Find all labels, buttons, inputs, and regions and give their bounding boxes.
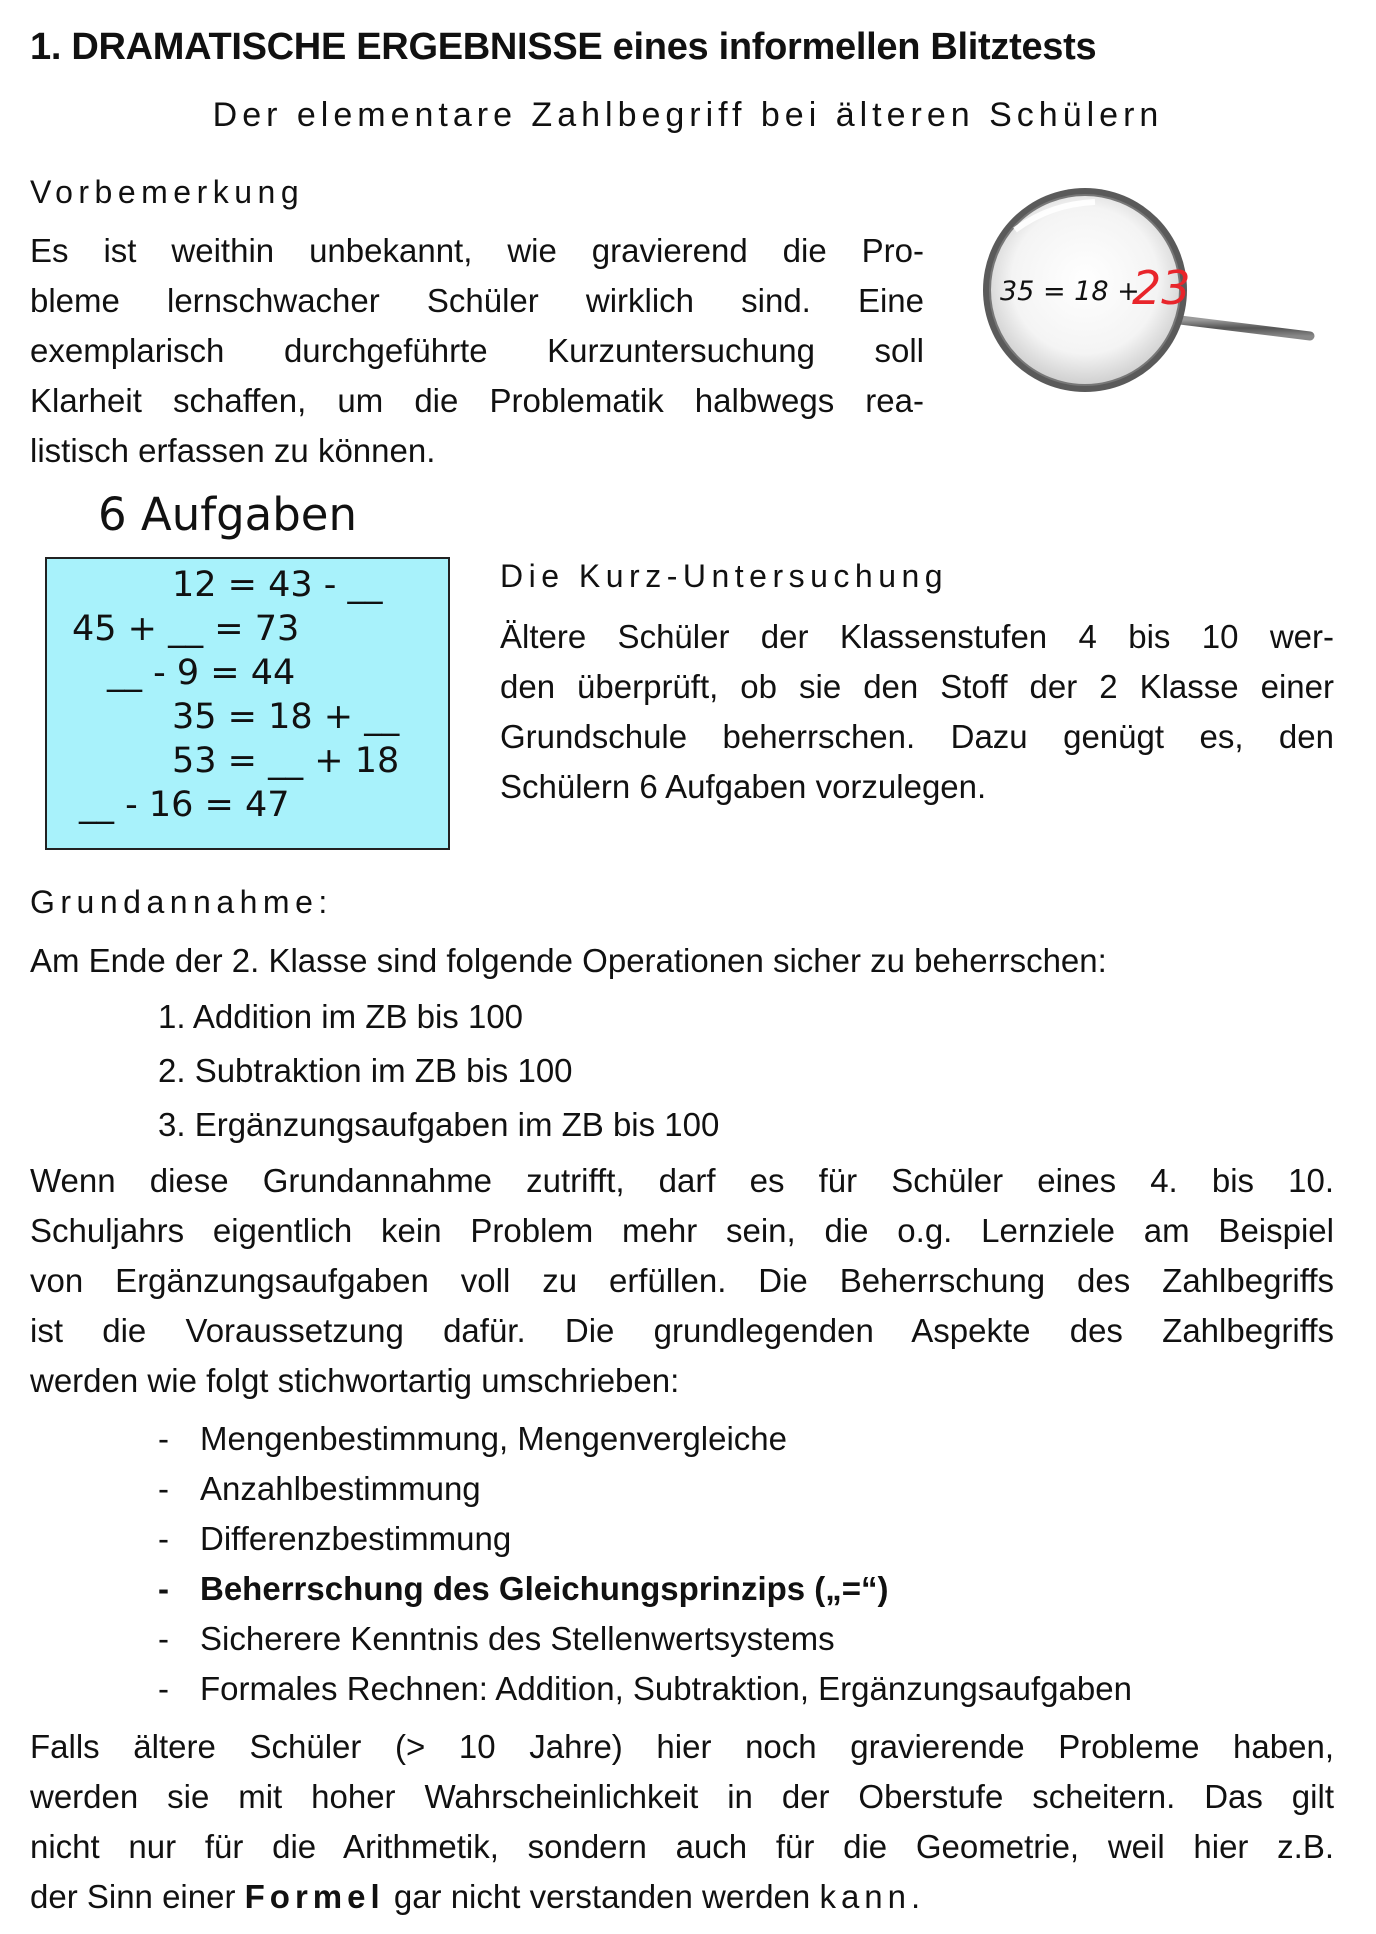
schluss-paragraph xyxy=(30,1722,1334,1922)
magnifier-handle xyxy=(1180,320,1310,336)
grundannahme-paragraph xyxy=(30,1156,1334,1406)
paragraph-line: Grundschule beherrschen. Dazu genügt es, den xyxy=(500,718,1334,755)
list-item-text: Beherrschung des Gleichungsprinzips („=“) xyxy=(200,1570,889,1607)
aufgabe-4: 35 = 18 + __ xyxy=(172,697,400,737)
paragraph-line: werden wie folgt stichwortartig umschrieben: xyxy=(30,1362,680,1399)
emphasis-formel: Formel xyxy=(244,1878,385,1915)
paragraph-line: Schuljahrs eigentlich kein Problem mehr sein, die o.g. Lernziele am Beispiel xyxy=(30,1212,1334,1249)
paragraph-line: Schülern 6 Aufgaben vorzulegen. xyxy=(500,768,987,805)
list-item-text: Differenzbestimmung xyxy=(200,1520,512,1557)
page-subtitle: Der elementare Zahlbegriff bei älteren Schülern xyxy=(212,96,1164,134)
list-item xyxy=(158,1414,1132,1464)
list-item: 3. Ergänzungsaufgaben im ZB bis 100 xyxy=(158,1106,720,1143)
paragraph-line: Es ist weithin unbekannt, wie gravierend die Pro- xyxy=(30,232,924,269)
aufgabe-2: 45 + __ = 73 xyxy=(72,609,300,649)
text-span: gar nicht verstanden werden xyxy=(384,1878,820,1915)
dash: - xyxy=(158,1520,169,1557)
dash: - xyxy=(158,1620,169,1657)
list-item-text: Sicherere Kenntnis des Stellenwertsystems xyxy=(200,1620,835,1657)
emphasis-kann: kann xyxy=(819,1878,911,1915)
paragraph-line: von Ergänzungsaufgaben voll zu erfüllen. Die Beherrschung des Zahlbegriffs xyxy=(30,1262,1334,1299)
paragraph-line: bleme lernschwacher Schüler wirklich sind. Eine xyxy=(30,282,924,319)
list-item xyxy=(158,1664,1132,1714)
list-item-text: Formales Rechnen: Addition, Subtraktion, Ergänzungsaufgaben xyxy=(200,1670,1132,1707)
vorbemerkung-paragraph xyxy=(30,226,924,476)
aufgabe-3: __ - 9 = 44 xyxy=(107,653,296,693)
kurz-heading: Die Kurz-Untersuchung xyxy=(500,558,949,594)
vorbemerkung-heading: Vorbemerkung xyxy=(30,174,305,210)
magnifier-illustration xyxy=(960,168,1320,428)
aufgabe-6: __ - 16 = 47 xyxy=(79,785,290,825)
page-title: 1. DRAMATISCHE ERGEBNISSE eines informellen Blitztests xyxy=(30,26,1097,68)
grundannahme-intro: Am Ende der 2. Klasse sind folgende Operationen sicher zu beherrschen: xyxy=(30,942,1107,979)
list-item-text: Mengenbestimmung, Mengenvergleiche xyxy=(200,1420,788,1457)
operations-list xyxy=(158,990,719,1152)
text-span: . xyxy=(911,1878,921,1915)
aufgabe-1: 12 = 43 - __ xyxy=(172,565,383,605)
paragraph-line: exemplarisch durchgeführte Kurzuntersuchung soll xyxy=(30,332,924,369)
dash: - xyxy=(158,1420,169,1457)
paragraph-line: den überprüft, ob sie den Stoff der 2 Klasse einer xyxy=(500,668,1334,705)
list-item xyxy=(158,1464,1132,1514)
aufgaben-title: 6 Aufgaben xyxy=(98,488,357,541)
dash: - xyxy=(158,1570,169,1607)
text-span: der Sinn einer xyxy=(30,1878,245,1915)
list-item: 1. Addition im ZB bis 100 xyxy=(158,998,524,1035)
grundannahme-heading: Grundannahme: xyxy=(30,884,333,920)
paragraph-line: werden sie mit hoher Wahrscheinlichkeit in der Oberstufe scheitern. Das gilt xyxy=(30,1778,1334,1815)
kurz-paragraph xyxy=(500,612,1334,812)
paragraph-line: Ältere Schüler der Klassenstufen 4 bis 10 wer- xyxy=(500,618,1334,655)
paragraph-line: Falls ältere Schüler (> 10 Jahre) hier noch gravierende Probleme haben, xyxy=(30,1728,1334,1765)
list-item: 2. Subtraktion im ZB bis 100 xyxy=(158,1052,573,1089)
aufgaben-box xyxy=(45,557,450,850)
paragraph-line: Wenn diese Grundannahme zutrifft, darf es für Schüler eines 4. bis 10. xyxy=(30,1162,1334,1199)
dash: - xyxy=(158,1470,169,1507)
magnifier-answer: 23 xyxy=(1132,261,1191,315)
paragraph-line: nicht nur für die Arithmetik, sondern auch für die Geometrie, weil hier z.B. xyxy=(30,1828,1334,1865)
paragraph-line-last xyxy=(30,1872,1334,1922)
aspekte-list xyxy=(158,1414,1132,1714)
list-item-highlighted xyxy=(158,1564,1132,1614)
magnifier-equation: 35 = 18 + xyxy=(1000,276,1140,307)
paragraph-line: listisch erfassen zu können. xyxy=(30,432,436,469)
list-item xyxy=(158,1614,1132,1664)
paragraph-line: Klarheit schaffen, um die Problematik halbwegs rea- xyxy=(30,382,924,419)
list-item xyxy=(158,1514,1132,1564)
dash: - xyxy=(158,1670,169,1707)
paragraph-line: ist die Voraussetzung dafür. Die grundlegenden Aspekte des Zahlbegriffs xyxy=(30,1312,1334,1349)
list-item-text: Anzahlbestimmung xyxy=(200,1470,481,1507)
aufgabe-5: 53 = __ + 18 xyxy=(172,741,400,781)
